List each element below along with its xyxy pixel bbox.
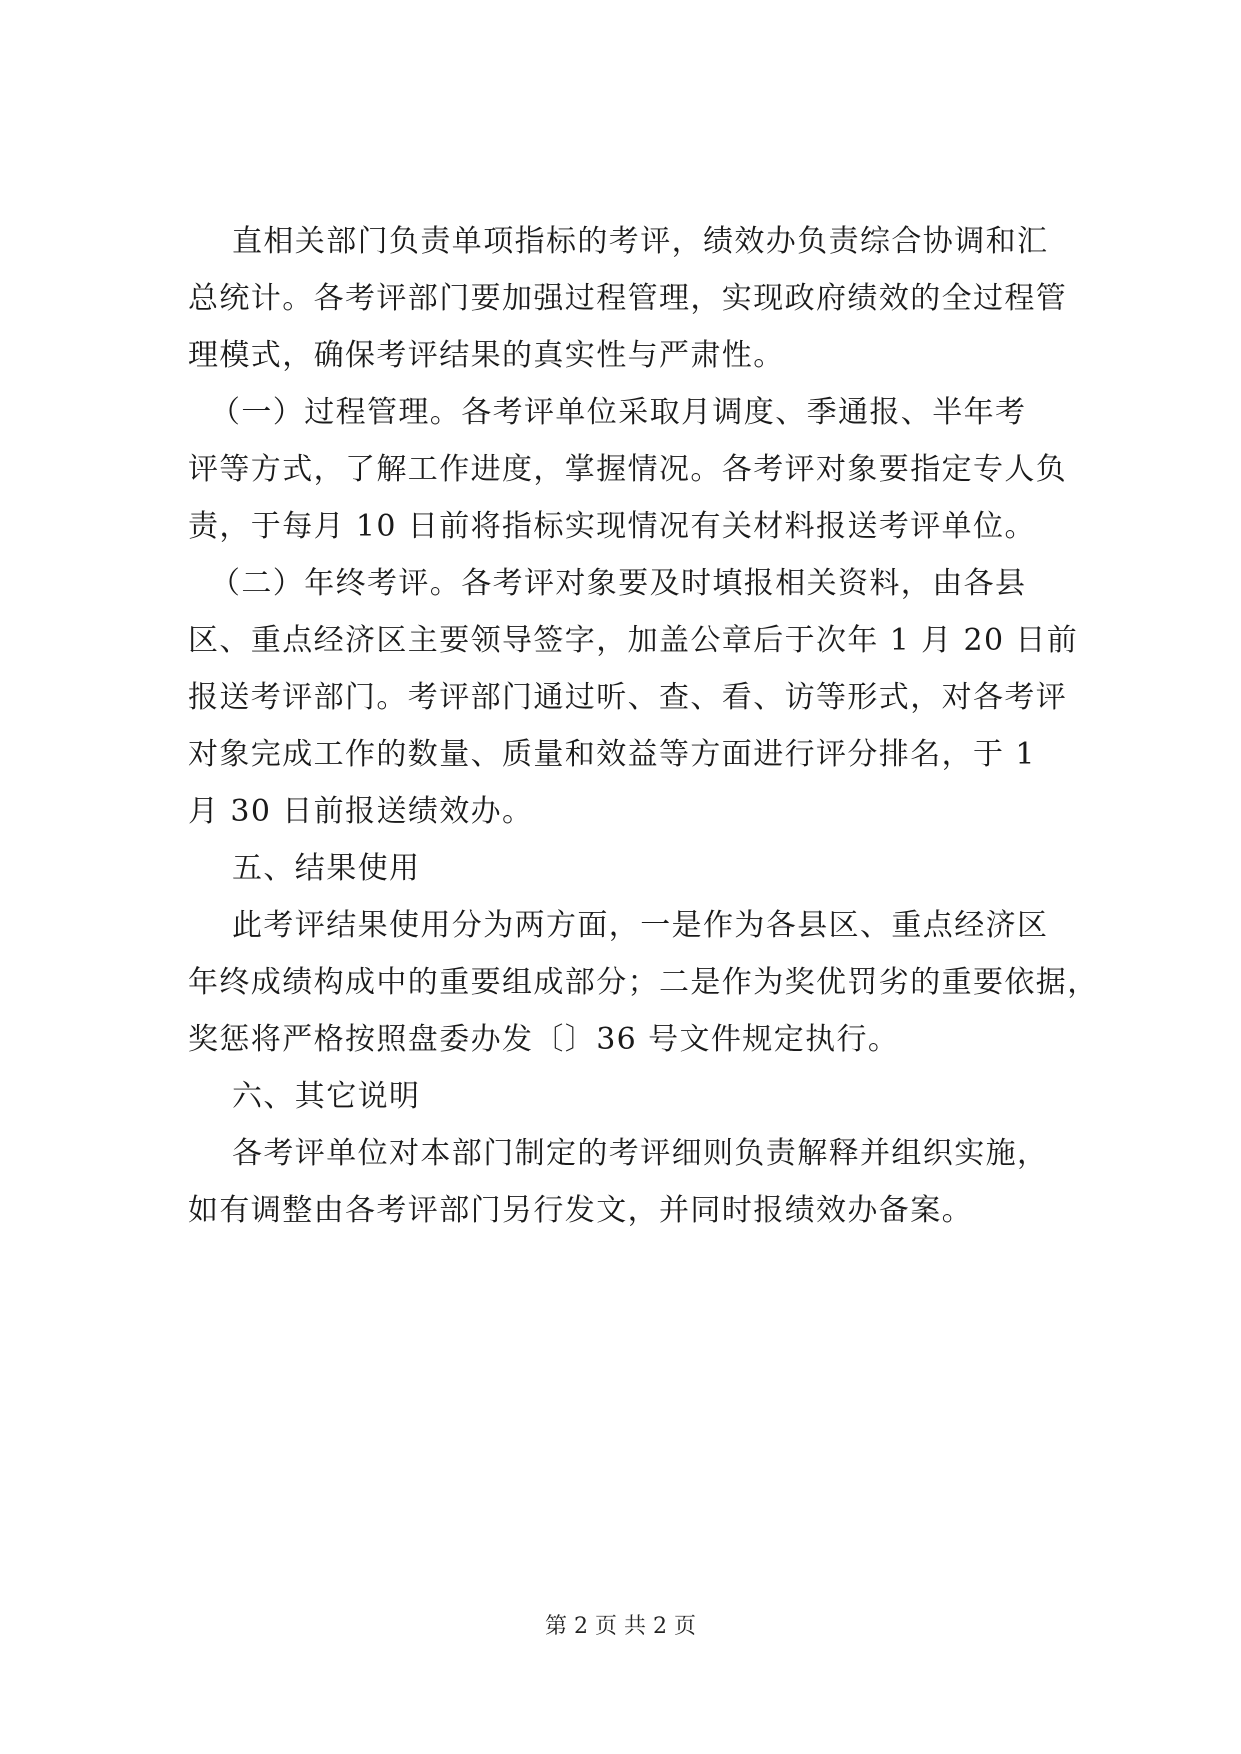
text-line: 责，于每月 10 日前将指标实现情况有关材料报送考评单位。 xyxy=(188,509,1036,544)
text-line: 评等方式，了解工作进度，掌握情况。各考评对象要指定专人负 xyxy=(188,452,1068,487)
text-line: 各考评单位对本部门制定的考评细则负责解释并组织实施， xyxy=(232,1136,1049,1171)
text-line: 对象完成工作的数量、质量和效益等方面进行评分排名，于 1 xyxy=(188,737,1036,772)
text-line: （一）过程管理。各考评单位采取月调度、季通报、半年考 xyxy=(210,395,1027,430)
text-line: 月 30 日前报送绩效办。 xyxy=(188,794,534,829)
text-line: 年终成绩构成中的重要组成部分；二是作为奖优罚劣的重要依据， xyxy=(188,965,1099,1000)
text-line: 总统计。各考评部门要加强过程管理，实现政府绩效的全过程管 xyxy=(188,281,1068,316)
page-number: 第 2 页 共 2 页 xyxy=(545,1614,696,1639)
section-heading: 六、其它说明 xyxy=(232,1079,421,1114)
section-heading: 五、结果使用 xyxy=(232,851,421,886)
text-line: 区、重点经济区主要领导签字，加盖公章后于次年 1 月 20 日前 xyxy=(188,623,1079,658)
text-line: 直相关部门负责单项指标的考评，绩效办负责综合协调和汇 xyxy=(232,224,1049,259)
text-line: 奖惩将严格按照盘委办发〔〕36 号文件规定执行。 xyxy=(188,1022,900,1057)
text-line: 此考评结果使用分为两方面，一是作为各县区、重点经济区 xyxy=(232,908,1049,943)
text-line: 报送考评部门。考评部门通过听、查、看、访等形式，对各考评 xyxy=(188,680,1068,715)
text-line: （二）年终考评。各考评对象要及时填报相关资料，由各县 xyxy=(210,566,1027,601)
text-line: 理模式，确保考评结果的真实性与严肃性。 xyxy=(188,338,785,373)
text-line: 如有调整由各考评部门另行发文，并同时报绩效办备案。 xyxy=(188,1193,973,1228)
